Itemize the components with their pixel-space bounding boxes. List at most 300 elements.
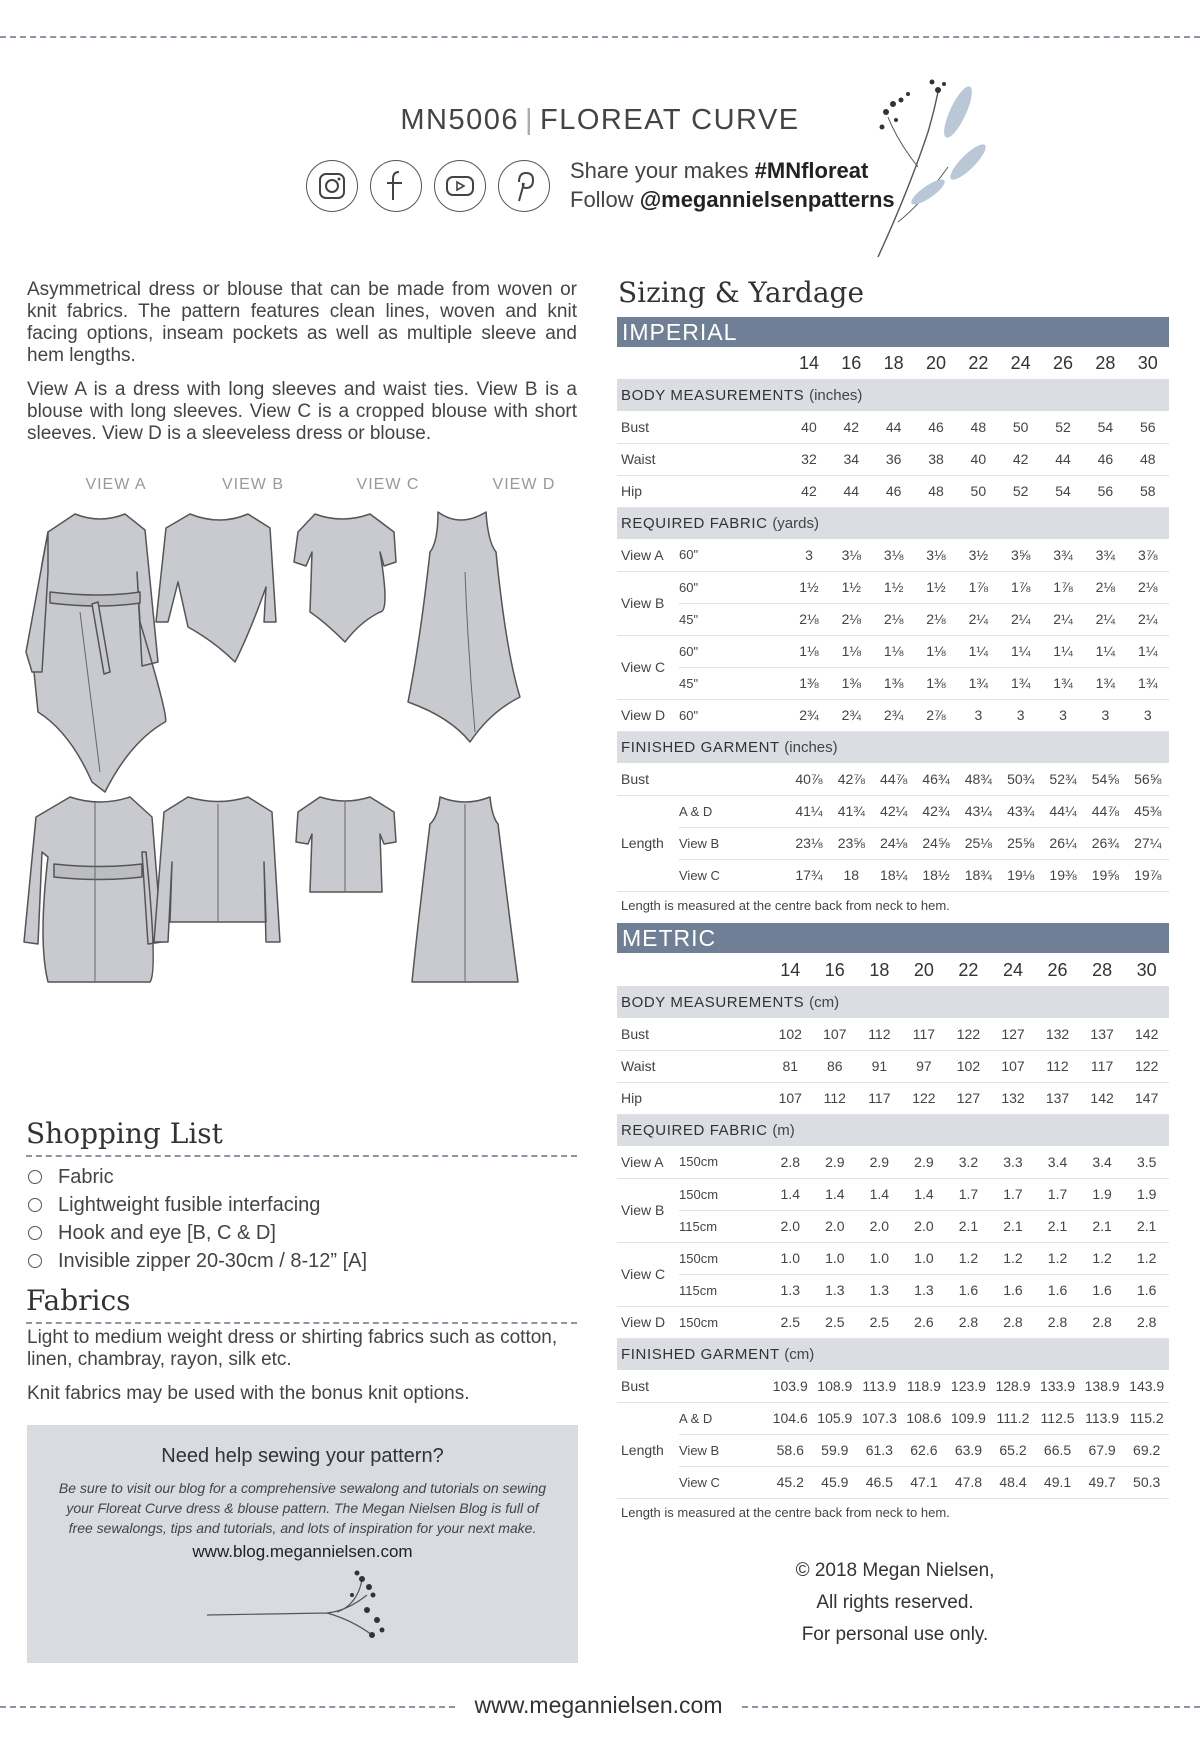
value-cell: 1⅜ <box>788 667 830 699</box>
value-cell: 42⅞ <box>830 763 872 795</box>
value-cell: 2.0 <box>902 1210 947 1242</box>
table-row: View C 17¾ 18 18¼ 18½ 18¾ 19⅛ 19⅜ 19⅝ 19⅞ <box>617 859 1169 891</box>
value-cell: 2.9 <box>857 1146 902 1178</box>
value-cell: 115.2 <box>1124 1402 1169 1434</box>
value-cell: 107 <box>991 1050 1036 1082</box>
footer-divider-left <box>0 1706 455 1708</box>
value-cell: 50 <box>1000 411 1042 443</box>
floral-illustration <box>868 72 988 262</box>
view-b-back-drawing <box>154 797 280 942</box>
hashtag: #MNfloreat <box>754 158 869 183</box>
shopping-divider <box>26 1155 577 1157</box>
value-cell: 1.6 <box>1080 1274 1125 1306</box>
value-cell: 107 <box>768 1082 813 1114</box>
value-cell: 108.6 <box>902 1402 947 1434</box>
value-cell: 50¾ <box>1000 763 1042 795</box>
value-cell: 2¼ <box>957 603 999 635</box>
fabric-section-header: REQUIRED FABRIC (yards) <box>617 507 1169 539</box>
value-cell: 142 <box>1080 1082 1125 1114</box>
value-cell: 2⅛ <box>788 603 830 635</box>
footer <box>0 1692 1200 1722</box>
value-cell: 43¼ <box>957 795 999 827</box>
value-cell: 24⅝ <box>915 827 957 859</box>
value-cell: 45.2 <box>768 1466 813 1498</box>
value-cell: 122 <box>902 1082 947 1114</box>
value-cell: 113.9 <box>1080 1402 1125 1434</box>
value-cell: 117 <box>1080 1050 1125 1082</box>
value-cell: 54 <box>1042 475 1084 507</box>
value-cell: 1.0 <box>857 1242 902 1274</box>
value-cell: 2.5 <box>768 1306 813 1338</box>
body-section-header: BODY MEASUREMENTS (inches) <box>617 379 1169 411</box>
fabrics-title: Fabrics <box>26 1284 131 1317</box>
value-cell: 2.5 <box>813 1306 858 1338</box>
value-cell: 42¾ <box>915 795 957 827</box>
bullet-icon <box>28 1170 42 1184</box>
value-cell: 1.7 <box>946 1178 991 1210</box>
table-row: View B 60" 1½ 1½ 1½ 1½ 1⅞ 1⅞ 1⅞ 2⅛ 2⅛ <box>617 571 1169 603</box>
fabrics-paragraph: Light to medium weight dress or shirting fabrics such as cotton, linen, chambray, rayon, silk etc. <box>27 1327 558 1370</box>
value-cell: 1⅜ <box>915 667 957 699</box>
size-header: 30 <box>1136 959 1157 980</box>
value-cell: 32 <box>788 443 830 475</box>
size-header: 22 <box>968 352 989 373</box>
value-cell: 54 <box>1084 411 1126 443</box>
fabrics-divider <box>26 1322 577 1324</box>
value-cell: 46 <box>1084 443 1126 475</box>
table-row: 45" 2⅛ 2⅛ 2⅛ 2⅛ 2¼ 2¼ 2¼ 2¼ 2¼ <box>617 603 1169 635</box>
value-cell: 43¾ <box>1000 795 1042 827</box>
value-cell: 3 <box>1084 699 1126 731</box>
size-header: 20 <box>913 959 934 980</box>
body-section-header: BODY MEASUREMENTS (cm) <box>617 986 1169 1018</box>
value-cell: 3¾ <box>1042 539 1084 571</box>
facebook-icon[interactable] <box>370 160 422 212</box>
value-cell: 65.2 <box>991 1434 1036 1466</box>
value-cell: 3 <box>1127 699 1169 731</box>
value-cell: 112 <box>857 1018 902 1050</box>
value-cell: 1⅛ <box>830 635 872 667</box>
copyright <box>710 1555 1080 1651</box>
value-cell: 62.6 <box>902 1434 947 1466</box>
value-cell: 2.0 <box>813 1210 858 1242</box>
value-cell: 2¼ <box>1000 603 1042 635</box>
value-cell: 97 <box>902 1050 947 1082</box>
value-cell: 42 <box>1000 443 1042 475</box>
view-c-back-drawing <box>296 797 396 892</box>
value-cell: 63.9 <box>946 1434 991 1466</box>
value-cell: 3.4 <box>1080 1146 1125 1178</box>
value-cell: 2.1 <box>1124 1210 1169 1242</box>
size-header: 14 <box>798 352 819 373</box>
bullet-icon <box>28 1226 42 1240</box>
value-cell: 46.5 <box>857 1466 902 1498</box>
value-cell: 1¼ <box>1000 635 1042 667</box>
usage-line: For personal use only. <box>801 1624 989 1645</box>
value-cell: 147 <box>1124 1082 1169 1114</box>
value-cell: 3.5 <box>1124 1146 1169 1178</box>
value-cell: 1.3 <box>768 1274 813 1306</box>
table-row: Bust 40⅞ 42⅞ 44⅞ 46¾ 48¾ 50¾ 52¾ 54⅝ 56⅝ <box>617 763 1169 795</box>
value-cell: 104.6 <box>768 1402 813 1434</box>
table-row: View C 150cm 1.0 1.0 1.0 1.0 1.2 1.2 1.2 1.2 1.2 <box>617 1242 1169 1274</box>
view-a-front-drawing <box>32 514 166 792</box>
value-cell: 1.7 <box>1035 1178 1080 1210</box>
value-cell: 1⅞ <box>1042 571 1084 603</box>
value-cell: 142 <box>1124 1018 1169 1050</box>
value-cell: 24⅛ <box>872 827 914 859</box>
value-cell: 46 <box>872 475 914 507</box>
value-cell: 44 <box>1042 443 1084 475</box>
value-cell: 2.8 <box>1035 1306 1080 1338</box>
value-cell: 117 <box>902 1018 947 1050</box>
value-cell: 122 <box>946 1018 991 1050</box>
value-cell: 44 <box>872 411 914 443</box>
value-cell: 58 <box>1127 475 1169 507</box>
value-cell: 133.9 <box>1035 1370 1080 1402</box>
table-row: 115cm 2.0 2.0 2.0 2.0 2.1 2.1 2.1 2.1 2.1 <box>617 1210 1169 1242</box>
value-cell: 25⅛ <box>957 827 999 859</box>
intro-text <box>27 279 577 457</box>
value-cell: 2¼ <box>1042 603 1084 635</box>
value-cell: 2.0 <box>768 1210 813 1242</box>
value-cell: 18¼ <box>872 859 914 891</box>
value-cell: 3¾ <box>1084 539 1126 571</box>
table-row: Waist 81 86 91 97 102 107 112 117 122 <box>617 1050 1169 1082</box>
value-cell: 2.8 <box>946 1306 991 1338</box>
value-cell: 56 <box>1084 475 1126 507</box>
value-cell: 3.4 <box>1035 1146 1080 1178</box>
value-cell: 44 <box>830 475 872 507</box>
value-cell: 1.7 <box>991 1178 1036 1210</box>
bullet-icon <box>28 1254 42 1268</box>
finished-section-header: FINISHED GARMENT (inches) <box>617 731 1169 763</box>
value-cell: 127 <box>946 1082 991 1114</box>
value-cell: 2⅛ <box>872 603 914 635</box>
value-cell: 1¼ <box>1042 635 1084 667</box>
value-cell: 3 <box>957 699 999 731</box>
handle: @megannielsenpatterns <box>639 187 895 212</box>
value-cell: 1.6 <box>1124 1274 1169 1306</box>
value-cell: 1¾ <box>1000 667 1042 699</box>
value-cell: 1¾ <box>1042 667 1084 699</box>
value-cell: 52¾ <box>1042 763 1084 795</box>
value-cell: 42 <box>830 411 872 443</box>
copyright-line: © 2018 Megan Nielsen, <box>795 1560 995 1581</box>
value-cell: 1¼ <box>1084 635 1126 667</box>
value-cell: 40⅞ <box>788 763 830 795</box>
pinterest-icon[interactable] <box>498 160 550 212</box>
bullet-icon <box>28 1198 42 1212</box>
value-cell: 2.8 <box>1080 1306 1125 1338</box>
value-cell: 45.9 <box>813 1466 858 1498</box>
value-cell: 1½ <box>872 571 914 603</box>
value-cell: 3⅞ <box>1127 539 1169 571</box>
value-cell: 69.2 <box>1124 1434 1169 1466</box>
view-c-front-drawing <box>294 514 396 642</box>
table-row: View B 150cm 1.4 1.4 1.4 1.4 1.7 1.7 1.7 1.9 1.9 <box>617 1178 1169 1210</box>
view-b-label: VIEW B <box>221 476 284 493</box>
table-row: View D 60" 2¾ 2¾ 2¾ 2⅞ 3 3 3 3 3 <box>617 699 1169 731</box>
size-header: 30 <box>1137 352 1158 373</box>
table-row: Bust 103.9 108.9 113.9 118.9 123.9 128.9 133.9 138.9 143.9 <box>617 1370 1169 1402</box>
value-cell: 1¾ <box>957 667 999 699</box>
value-cell: 2.5 <box>857 1306 902 1338</box>
value-cell: 2⅛ <box>915 603 957 635</box>
value-cell: 1.2 <box>1124 1242 1169 1274</box>
size-header: 28 <box>1092 959 1113 980</box>
value-cell: 2.1 <box>1035 1210 1080 1242</box>
views-paragraph: View A is a dress with long sleeves and waist ties. View B is a blouse with long sleeves. View C is a cropped blouse with short sleeves. View D is a sleeveless dress or blouse. <box>27 379 577 444</box>
table-row: Bust 102 107 112 117 122 127 132 137 142 <box>617 1018 1169 1050</box>
value-cell: 18¾ <box>957 859 999 891</box>
value-cell: 3⅛ <box>830 539 872 571</box>
share-line: Share your makes #MNfloreat <box>570 158 869 183</box>
value-cell: 105.9 <box>813 1402 858 1434</box>
value-cell: 112 <box>813 1082 858 1114</box>
pattern-title: MN5006 | FLOREAT CURVE <box>400 104 800 136</box>
value-cell: 26¼ <box>1042 827 1084 859</box>
footer-divider-right <box>742 1706 1200 1708</box>
table-row: View B 23⅛ 23⅝ 24⅛ 24⅝ 25⅛ 25⅝ 26¼ 26¾ 27¼ <box>617 827 1169 859</box>
value-cell: 48 <box>957 411 999 443</box>
length-note-row: Length is measured at the centre back from neck to hem. <box>621 897 950 913</box>
value-cell: 1.0 <box>813 1242 858 1274</box>
value-cell: 1¾ <box>1084 667 1126 699</box>
value-cell: 2.1 <box>1080 1210 1125 1242</box>
value-cell: 49.1 <box>1035 1466 1080 1498</box>
size-header-row <box>617 954 1169 986</box>
value-cell: 42¼ <box>872 795 914 827</box>
value-cell: 1.4 <box>902 1178 947 1210</box>
value-cell: 1½ <box>915 571 957 603</box>
value-cell: 34 <box>830 443 872 475</box>
value-cell: 47.1 <box>902 1466 947 1498</box>
value-cell: 19⅜ <box>1042 859 1084 891</box>
value-cell: 49.7 <box>1080 1466 1125 1498</box>
shopping-list-title: Shopping List <box>26 1117 223 1150</box>
value-cell: 67.9 <box>1080 1434 1125 1466</box>
value-cell: 42 <box>788 475 830 507</box>
value-cell: 27¼ <box>1127 827 1169 859</box>
value-cell: 50 <box>957 475 999 507</box>
shopping-list <box>28 1163 367 1275</box>
value-cell: 1⅞ <box>957 571 999 603</box>
value-cell: 122 <box>1124 1050 1169 1082</box>
size-header: 22 <box>958 959 979 980</box>
floral-sprig-icon <box>207 1565 407 1645</box>
value-cell: 128.9 <box>991 1370 1036 1402</box>
value-cell: 123.9 <box>946 1370 991 1402</box>
value-cell: 2¾ <box>872 699 914 731</box>
value-cell: 1.4 <box>857 1178 902 1210</box>
blog-link[interactable]: www.blog.megannielsen.com <box>192 1542 413 1561</box>
intro-paragraph: Asymmetrical dress or blouse that can be made from woven or knit fabrics. The pattern features clean lines, woven and knit facing options, inseam pockets as well as multiple sleeve and hem lengths. <box>27 279 577 366</box>
value-cell: 1.2 <box>1035 1242 1080 1274</box>
length-note-row: Length is measured at the centre back from neck to hem. <box>621 1504 950 1520</box>
size-header: 24 <box>1010 352 1031 373</box>
rights-line: All rights reserved. <box>816 1592 974 1613</box>
size-header: 16 <box>841 352 862 373</box>
value-cell: 19⅝ <box>1084 859 1126 891</box>
size-header: 14 <box>780 959 801 980</box>
value-cell: 40 <box>788 411 830 443</box>
value-cell: 2⅛ <box>1127 571 1169 603</box>
value-cell: 1⅜ <box>830 667 872 699</box>
value-cell: 1.4 <box>813 1178 858 1210</box>
value-cell: 18 <box>830 859 872 891</box>
fabrics-text <box>27 1327 579 1417</box>
value-cell: 2.9 <box>813 1146 858 1178</box>
value-cell: 61.3 <box>857 1434 902 1466</box>
value-cell: 58.6 <box>768 1434 813 1466</box>
value-cell: 86 <box>813 1050 858 1082</box>
value-cell: 2.8 <box>768 1146 813 1178</box>
value-cell: 2¾ <box>830 699 872 731</box>
value-cell: 107 <box>813 1018 858 1050</box>
garment-drawings <box>20 472 580 1072</box>
value-cell: 2⅛ <box>830 603 872 635</box>
value-cell: 1½ <box>830 571 872 603</box>
value-cell: 1¾ <box>1127 667 1169 699</box>
value-cell: 44⅞ <box>872 763 914 795</box>
knit-paragraph: Knit fabrics may be used with the bonus knit options. <box>27 1383 470 1404</box>
header <box>300 104 900 212</box>
value-cell: 103.9 <box>768 1370 813 1402</box>
instagram-icon[interactable] <box>306 160 358 212</box>
table-row: Hip 107 112 117 122 127 132 137 142 147 <box>617 1082 1169 1114</box>
value-cell: 132 <box>1035 1018 1080 1050</box>
garment-views <box>20 472 580 1072</box>
value-cell: 3 <box>1042 699 1084 731</box>
value-cell: 1.2 <box>991 1242 1036 1274</box>
value-cell: 19⅞ <box>1127 859 1169 891</box>
value-cell: 1.2 <box>1080 1242 1125 1274</box>
table-row: View C 45.2 45.9 46.5 47.1 47.8 48.4 49.1 49.7 50.3 <box>617 1466 1169 1498</box>
value-cell: 46¾ <box>915 763 957 795</box>
table-row: Waist 32 34 36 38 40 42 44 46 48 <box>617 443 1169 475</box>
value-cell: 2.1 <box>991 1210 1036 1242</box>
value-cell: 2.0 <box>857 1210 902 1242</box>
value-cell: 1.3 <box>813 1274 858 1306</box>
help-body: Be sure to visit our blog for a comprehensive sewalong and tutorials on sewing your Floreat Curve dress & blouse pattern. The Megan Nielsen Blog is full of free sewalongs, tips and tutorials, and lots of inspiration for your next make. <box>58 1480 547 1536</box>
value-cell: 1⅛ <box>915 635 957 667</box>
value-cell: 1.6 <box>946 1274 991 1306</box>
value-cell: 3⅝ <box>1000 539 1042 571</box>
value-cell: 1⅛ <box>788 635 830 667</box>
value-cell: 3½ <box>957 539 999 571</box>
value-cell: 1.4 <box>768 1178 813 1210</box>
table-row: View D 150cm 2.5 2.5 2.5 2.6 2.8 2.8 2.8 2.8 2.8 <box>617 1306 1169 1338</box>
table-row: View A 150cm 2.8 2.9 2.9 2.9 3.2 3.3 3.4 3.4 3.5 <box>617 1146 1169 1178</box>
value-cell: 1⅜ <box>872 667 914 699</box>
value-cell: 41¾ <box>830 795 872 827</box>
value-cell: 1.9 <box>1080 1178 1125 1210</box>
imperial-band: IMPERIAL <box>617 317 1169 347</box>
value-cell: 54⅝ <box>1084 763 1126 795</box>
view-d-label: VIEW D <box>492 476 556 493</box>
value-cell: 1.3 <box>902 1274 947 1306</box>
fabric-section-header: REQUIRED FABRIC (m) <box>617 1114 1169 1146</box>
value-cell: 50.3 <box>1124 1466 1169 1498</box>
finished-section-header: FINISHED GARMENT (cm) <box>617 1338 1169 1370</box>
value-cell: 41¼ <box>788 795 830 827</box>
value-cell: 3.2 <box>946 1146 991 1178</box>
top-divider <box>0 36 1200 38</box>
table-row: View B 58.6 59.9 61.3 62.6 63.9 65.2 66.5 67.9 69.2 <box>617 1434 1169 1466</box>
size-header: 20 <box>925 352 947 373</box>
follow-line: Follow @megannielsenpatterns <box>570 187 895 212</box>
value-cell: 2.8 <box>1124 1306 1169 1338</box>
value-cell: 2.1 <box>946 1210 991 1242</box>
value-cell: 117 <box>857 1082 902 1114</box>
value-cell: 102 <box>768 1018 813 1050</box>
value-cell: 118.9 <box>902 1370 947 1402</box>
view-d-front-drawing <box>408 512 520 742</box>
table-row: Hip 42 44 46 48 50 52 54 56 58 <box>617 475 1169 507</box>
value-cell: 2⅞ <box>915 699 957 731</box>
value-cell: 48¾ <box>957 763 999 795</box>
help-title: Need help sewing your pattern? <box>161 1445 444 1467</box>
value-cell: 52 <box>1042 411 1084 443</box>
value-cell: 3.3 <box>991 1146 1036 1178</box>
shopping-item: Fabric <box>28 1163 367 1191</box>
value-cell: 66.5 <box>1035 1434 1080 1466</box>
value-cell: 19⅛ <box>1000 859 1042 891</box>
value-cell: 23⅝ <box>830 827 872 859</box>
value-cell: 132 <box>991 1082 1036 1114</box>
table-row: View C 60" 1⅛ 1⅛ 1⅛ 1⅛ 1¼ 1¼ 1¼ 1¼ 1¼ <box>617 635 1169 667</box>
value-cell: 108.9 <box>813 1370 858 1402</box>
value-cell: 48 <box>1127 443 1169 475</box>
metric-band: METRIC <box>617 923 1169 953</box>
size-header: 18 <box>883 352 904 373</box>
value-cell: 91 <box>857 1050 902 1082</box>
value-cell: 1⅞ <box>1000 571 1042 603</box>
size-header: 26 <box>1053 352 1074 373</box>
value-cell: 137 <box>1080 1018 1125 1050</box>
shopping-item: Lightweight fusible interfacing <box>28 1191 367 1219</box>
imperial-table <box>617 347 1169 919</box>
value-cell: 2.9 <box>902 1146 947 1178</box>
value-cell: 112.5 <box>1035 1402 1080 1434</box>
value-cell: 26¾ <box>1084 827 1126 859</box>
youtube-icon[interactable] <box>434 160 486 212</box>
social-icons <box>306 160 550 212</box>
value-cell: 127 <box>991 1018 1036 1050</box>
value-cell: 44⅞ <box>1084 795 1126 827</box>
pattern-code: MN5006 <box>400 104 519 136</box>
size-header: 16 <box>824 959 845 980</box>
value-cell: 3 <box>788 539 830 571</box>
pattern-name: FLOREAT CURVE <box>540 104 800 136</box>
value-cell: 3⅛ <box>872 539 914 571</box>
metric-table <box>617 954 1169 1526</box>
value-cell: 112 <box>1035 1050 1080 1082</box>
shopping-item: Hook and eye [B, C & D] <box>28 1219 367 1247</box>
table-row: 115cm 1.3 1.3 1.3 1.3 1.6 1.6 1.6 1.6 1.6 <box>617 1274 1169 1306</box>
value-cell: 47.8 <box>946 1466 991 1498</box>
value-cell: 1.2 <box>946 1242 991 1274</box>
value-cell: 1.6 <box>1035 1274 1080 1306</box>
value-cell: 23⅛ <box>788 827 830 859</box>
footer-website-link[interactable]: www.megannielsen.com <box>474 1692 723 1718</box>
value-cell: 40 <box>957 443 999 475</box>
table-row: View A 60" 3 3⅛ 3⅛ 3⅛ 3½ 3⅝ 3¾ 3¾ 3⅞ <box>617 539 1169 571</box>
value-cell: 2¼ <box>1127 603 1169 635</box>
value-cell: 1.0 <box>768 1242 813 1274</box>
value-cell: 1.6 <box>991 1274 1036 1306</box>
